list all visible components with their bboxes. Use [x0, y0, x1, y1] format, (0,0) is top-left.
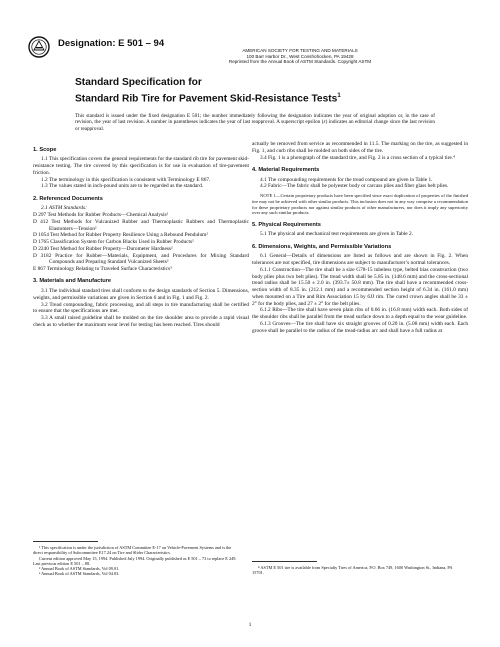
publisher-line: Reprinted from the Annual Book of ASTM Standards. Copyright ASTM	[228, 59, 372, 65]
paragraph: 1.1 This specification covers the general requirements for the standard rib tire for pavement skid-resistance testing. The tire covered by this specification is for use in evaluation of tire-pavement friction.	[33, 156, 249, 176]
paragraph: 1.2 The terminology in this specification is consistent with Terminology E 867.	[41, 176, 211, 183]
footnote-divider	[33, 541, 98, 542]
right-column	[252, 141, 468, 334]
left-column	[33, 141, 249, 329]
section-heading: 3. Materials and Manufacture	[33, 278, 112, 285]
paragraph: 4.2 Fabric—The fabric shall be polyester body or carcass plies and fiber glass belt plies.	[260, 183, 449, 190]
footnote-divider	[252, 561, 317, 562]
reference-item: D 2240 Test Method for Rubber Property—Durometer Hardness²	[33, 245, 173, 252]
paragraph: 3.3 A small raised guideline shall be molded on the tire shoulder area to provide a rapid visual check as to whether the maximum wear level for testing has been reached. Tires should	[33, 315, 249, 328]
note: NOTE 1—Certain proprietary products have been specified since exact duplication of properties of the finished tire may not be achieved with other similar products. This inclusion does not in any way comprise a recommendation for these proprietary products nor against similar products of other manufacturers, nor does it imply any superiority over any such similar products.	[252, 193, 468, 216]
title-line-1: Standard Specification for	[75, 77, 202, 88]
document-title	[75, 77, 435, 105]
footnotes-left	[33, 545, 238, 577]
publisher-info	[150, 48, 450, 65]
reference-item: D 1765 Classification System for Carbon Blacks Used in Rubber Products²	[33, 239, 194, 245]
footnote: Current edition approved May 15, 1994. Published July 1994. Originally published as E 501 – 73 to replace E 249. Last previous edition E 501 – 88.	[33, 555, 237, 566]
paragraph: 2.1 ASTM Standards:	[41, 205, 87, 212]
paragraph: 6.1.2 Ribs—The tire shall have seven plain ribs of 0.66 in. (16.8 mm) width each. Both sides of the shoulder ribs shall be parallel from the tread surface down to a depth equal to the wear guideline.	[252, 307, 468, 321]
reference-item: D 1054 Test Method for Rubber Property Resilience Using a Rebound Pendulum²	[33, 232, 208, 239]
section-heading: 5. Physical Requirements	[252, 221, 321, 228]
paragraph: 3.2 Tread compounding, fabric processing, and all steps in tire manufacturing shall be certified to ensure that the specifications are met.	[33, 301, 249, 315]
footnote: ¹ This specification is under the jurisdiction of ASTM Committee E-17 on Vehicle-Pavement Systems and is the direct responsibility of Subcommittee E17.24 on Tire and Slider Characteristics.	[33, 545, 232, 556]
designation: Designation: E 501 – 94	[58, 38, 165, 49]
reference-item: E 867 Terminology Relating to Traveled Surface Characteristics³	[33, 266, 172, 272]
page-number: 1	[248, 622, 252, 628]
reference-item: D 3182 Practice for Rubber—Materials, Equipment, and Procedures for Mixing Standard Compounds and Preparing Standard Vulcanized Sheets²	[33, 252, 249, 266]
paragraph: 6.1.1 Construction—The tire shall be a size G78-15 tubeless type, belted bias construction (two body plies plus two belt plies). The tread width shall be 5.85 in. (148.6 mm) and the cross-sectional tread radius shall be 15.50 ± 2.0 in. (393.7± 50.8 mm). The tire shall have a recommended cross-section width of 8.35 in. (212.1 mm) and a recommended section height of 6.34 in. (161.0 mm) when mounted on a Tire and Rim Association 15 by 6JJ rim. The cured crown angles shall be 33 ± 2° for the body plies, and 27 ± 2° for the belt plies.	[252, 266, 468, 307]
paragraph: actually be removed from service as recommended in 11.5. The marking on the tire, as suggested in Fig. 1, and curb ribs shall be molded on both sides of the tire.	[252, 141, 468, 154]
paragraph: 3.4 Fig. 1 is a photograph of the standard tire, and Fig. 2 is a cross section of a typical tire.⁴	[260, 154, 455, 161]
title-text: Standard Rib Tire for Pavement Skid-Resistance Tests	[75, 92, 338, 104]
paragraph: 4.1 The compounding requirements for the tread compound are given in Table 1.	[260, 176, 433, 183]
section-heading: 2. Referenced Documents	[33, 195, 103, 202]
astm-logo-icon	[28, 36, 50, 58]
section-heading: 6. Dimensions, Weights, and Permissible Variations	[252, 243, 392, 250]
footnote: ⁴ ASTM E 501 tire is available from Specialty Tires of America, P.O. Box 749, 1600 Washington St., Indiana, PA 15701.	[252, 565, 453, 576]
paragraph: 6.1 General—Details of dimensions are listed as follows and are shown in Fig. 2. When tolerances are not specified, tire dimensions are subject to manufacturer’s normal tolerances.	[252, 253, 468, 267]
paragraph: 3.1 The individual standard tires shall conform to the design standards of Section 5. Dimensions, weights, and permissible variations are given in Section 6 and in Fig. 1 and Fig. 2.	[33, 288, 249, 301]
footnotes-right	[252, 565, 457, 576]
footnote: ³ Annual Book of ASTM Standards, Vol 04.03.	[39, 571, 120, 577]
paragraph: 1.3 The values stated in inch-pound units are to be regarded as the standard.	[41, 183, 204, 190]
paragraph: 6.1.3 Grooves—The tire shall have six straight grooves of 0.20 in. (5.08 mm) width each. Each groove shall be parallel to the radius of the tread-radius arc and shall have a full radius at	[252, 320, 468, 334]
publisher-line: AMERICAN SOCIETY FOR TESTING AND MATERIALS	[242, 48, 358, 53]
title-footnote-ref: 1	[337, 92, 341, 99]
section-heading: 4. Material Requirements	[252, 166, 320, 173]
title-line-2	[75, 90, 435, 106]
section-heading: 1. Scope	[33, 146, 57, 153]
reference-item: D 412 Test Methods for Vulcanized Rubber and Thermoplastic Rubbers and Thermoplastic Elastomers—Tension²	[33, 218, 249, 232]
footnote: ² Annual Book of ASTM Standards, Vol 09.01.	[39, 566, 120, 572]
reference-item: D 297 Test Methods for Rubber Products—Chemical Analysis²	[33, 212, 169, 218]
publisher-line: 100 Barr Harbor Dr., West Conshohocken, PA 19428	[246, 53, 354, 59]
paragraph: 5.1 The physical and mechanical test requirements are given in Table 2.	[260, 231, 414, 238]
standard-note: This standard is issued under the fixed designation E 501; the number immediately following the designation indicates the year of original adoption or, in the case of revision, the year of last revision. A number in parentheses indicates the year of last reapproval. A superscript epsilon (ε) indicates an editorial change since the last revision or reapproval.	[75, 113, 435, 132]
